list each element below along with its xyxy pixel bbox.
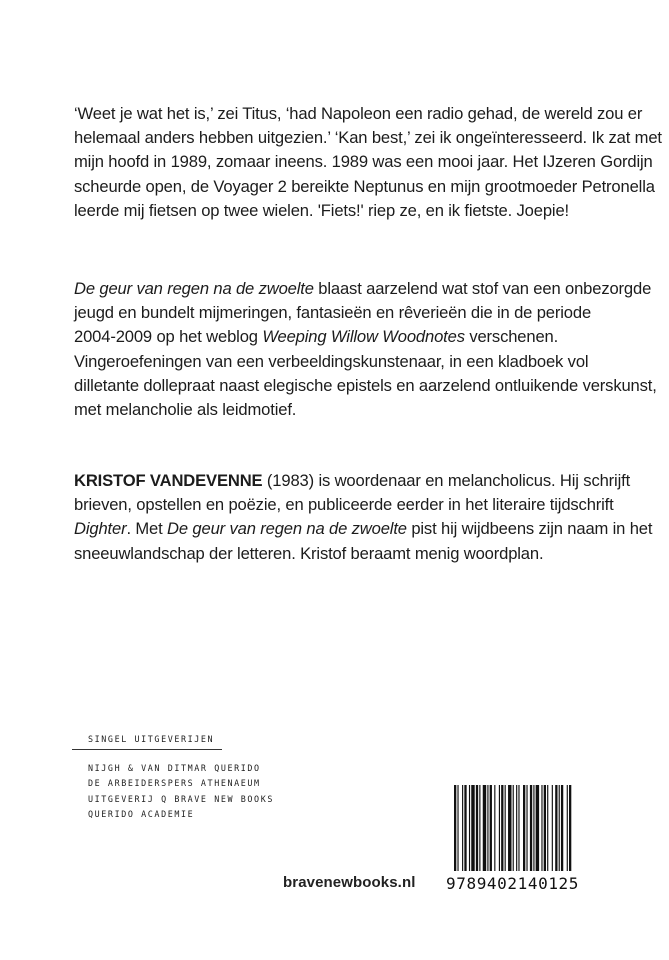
barcode-bar xyxy=(530,785,532,871)
excerpt-line: helemaal anders hebben uitgezien.’ ‘Kan best,’ zei ik ongeïnteresseerd. Ik zat met xyxy=(74,128,662,148)
bio-line: brieven, opstellen en poëzie, en publiceerde eerder in het literaire tijdschrift xyxy=(74,495,614,515)
barcode-bar xyxy=(494,785,495,871)
barcode-bar xyxy=(501,785,503,871)
barcode-bar xyxy=(552,785,553,871)
barcode-bar xyxy=(518,785,519,871)
barcode-bar xyxy=(559,785,560,871)
barcode-bar xyxy=(469,785,470,871)
bio-text: (1983) is woordenaar en melancholicus. Hij schrijft xyxy=(262,471,631,490)
barcode-bar xyxy=(561,785,563,871)
excerpt-line: mijn hoofd in 1989, zomaar ineens. 1989 was een mooi jaar. Het IJzeren Gordijn xyxy=(74,152,653,172)
imprint-line: QUERIDO ACADEMIE xyxy=(88,809,195,820)
description-text: verschenen. xyxy=(464,327,559,347)
magazine-name: Dighter xyxy=(74,519,127,539)
excerpt-paragraph xyxy=(74,102,662,223)
bio-text: pist hij wijdbeens zijn naam in het xyxy=(406,519,653,539)
description-line: dilletante dollepraat naast elegische epistels en aarzelend ontluikende verskunst, xyxy=(74,375,657,395)
description-line xyxy=(74,325,634,349)
description-line: Vingeroefeningen van een verbeeldingskunstenaar, in een kladboek vol xyxy=(74,351,589,371)
imprint-line: UITGEVERIJ Q BRAVE NEW BOOKS xyxy=(88,793,274,804)
barcode-image xyxy=(454,785,612,871)
barcode-bar xyxy=(471,785,474,871)
imprint-list xyxy=(88,761,338,823)
barcode-bar xyxy=(490,785,492,871)
barcode-bar xyxy=(541,785,542,871)
barcode-bar xyxy=(536,785,539,871)
bio-line xyxy=(74,517,653,541)
book-title: De geur van regen na de zwoelte xyxy=(74,279,314,298)
book-description-paragraph xyxy=(74,277,657,422)
imprint-line: DE ARBEIDERSPERS ATHENAEUM xyxy=(88,778,261,789)
barcode-bar xyxy=(476,785,478,871)
barcode-bar xyxy=(499,785,500,871)
barcode-bar xyxy=(508,785,511,871)
description-text: blaast aarzelend wat stof van een onbezorgde xyxy=(313,279,652,298)
barcode-bar xyxy=(487,785,488,871)
barcode-bar xyxy=(464,785,466,871)
barcode-bar xyxy=(555,785,557,871)
barcode-bar xyxy=(505,785,506,871)
author-name: KRISTOF VANDEVENNE xyxy=(74,471,263,490)
excerpt-line: scheurde open, de Voyager 2 bereikte Neptunus en mijn grootmoeder Petronella xyxy=(74,176,655,196)
description-line: met melancholie als leidmotief. xyxy=(74,400,297,420)
imprint-line: NIJGH & VAN DITMAR QUERIDO xyxy=(88,763,261,773)
bio-text: . Met xyxy=(126,519,168,539)
barcode-bar xyxy=(457,785,458,871)
divider xyxy=(72,749,222,750)
barcode-bar xyxy=(454,785,456,871)
barcode-bar xyxy=(547,785,548,871)
publisher-group-heading: SINGEL UITGEVERIJEN xyxy=(88,734,215,744)
barcode-bar xyxy=(569,785,571,871)
bio-line xyxy=(74,469,634,493)
weblog-name: Weeping Willow Woodnotes xyxy=(262,327,465,347)
barcode-bar xyxy=(516,785,517,871)
author-bio-paragraph xyxy=(74,469,653,566)
barcode-bar xyxy=(544,785,546,871)
barcode-bar xyxy=(462,785,463,871)
excerpt-line: leerde mij fietsen op twee wielen. 'Fiets!' riep ze, en ik fietste. Joepie! xyxy=(74,200,569,220)
book-title: De geur van regen na de zwoelte xyxy=(167,519,407,539)
barcode-bar xyxy=(533,785,534,871)
description-line: jeugd en bundelt mijmeringen, fantasieën en rêverieën die in de periode xyxy=(74,303,592,323)
description-line xyxy=(74,277,652,301)
isbn-number: 9789402140125 xyxy=(446,874,580,893)
barcode-bar xyxy=(526,785,527,871)
publisher-imprints xyxy=(88,731,338,823)
publisher-website: bravenewbooks.nl xyxy=(283,874,416,891)
bio-line: sneeuwlandschap der letteren. Kristof beraamt menig woordplan. xyxy=(74,543,544,563)
barcode-bar xyxy=(479,785,480,871)
barcode-bar xyxy=(483,785,486,871)
barcode-bar xyxy=(523,785,525,871)
excerpt-line: ‘Weet je wat het is,’ zei Titus, ‘had Napoleon een radio gehad, de wereld zou er xyxy=(74,104,643,123)
barcode-bar xyxy=(513,785,514,871)
description-text: 2004-2009 op het weblog xyxy=(74,327,263,347)
barcode-bar xyxy=(567,785,568,871)
